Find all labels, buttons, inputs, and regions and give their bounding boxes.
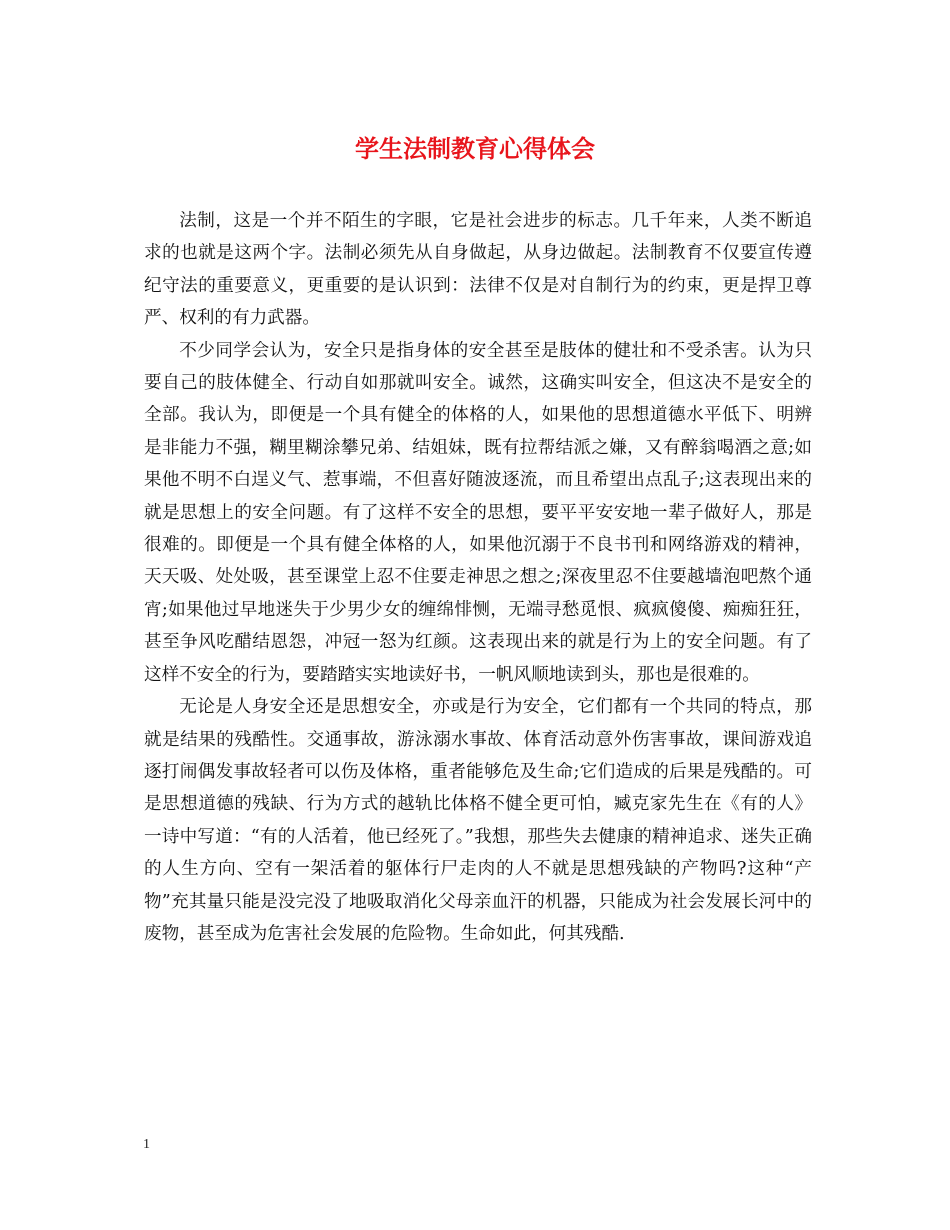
paragraph-3: 无论是人身安全还是思想安全，亦或是行为安全，它们都有一个共同的特点，那就是结果的残酷性。交通事故，游泳溺水事故、体育活动意外伤害事故，课间游戏追逐打闹偶发事故轻者可以伤及体格，重者能够危及生命;它们造成的后果是残酷的。可是思想道德的残缺、行为方式的越轨比体格不健全更可怕，臧克家先生在《有的人》一诗中写道：“有的人活着，他已经死了。”我想，那些失去健康的精神追求、迷失正确的人生方向、空有一架活着的躯体行尸走肉的人不就是思想残缺的产物吗?这种“产物”充其量只能是没完没了地吸取消化父母亲血汗的机器，只能成为社会发展长河中的废物，甚至成为危害社会发展的危险物。生命如此，何其残酷.: [144, 697, 812, 944]
paragraph-2: 不少同学会认为，安全只是指身体的安全甚至是肢体的健壮和不受杀害。认为只要自己的肢体健全、行动自如那就叫安全。诚然，这确实叫安全，但这决不是安全的全部。我认为，即便是一个具有健全的体格的人，如果他的思想道德水平低下、明辨是非能力不强，糊里糊涂攀兄弟、结姐妹，既有拉帮结派之嫌，又有醉翁喝酒之意;如果他不明不白逞义气、惹事端，不但喜好随波逐流，而且希望出点乱子;这表现出来的就是思想上的安全问题。有了这样不安全的思想，要平平安安地一辈子做好人，那是很难的。即便是一个具有健全体格的人，如果他沉溺于不良书刊和网络游戏的精神，天天吸、处处吸，甚至课堂上忍不住要走神思之想之;深夜里忍不住要越墙泡吧熬个通宵;如果他过早地迷失于少男少女的缠绵悱恻，无端寻愁觅恨、疯疯傻傻、痴痴狂狂，甚至争风吃醋结恩怨，冲冠一怒为红颜。这表现出来的就是行为上的安全问题。有了这样不安全的行为，要踏踏实实地读好书，一帆风顺地读到头，那也是很难的。: [144, 340, 812, 685]
paragraph-1: 法制，这是一个并不陌生的字眼，它是社会进步的标志。几千年来，人类不断追求的也就是这两个字。法制必须先从自身做起，从身边做起。法制教育不仅要宣传遵纪守法的重要意义，更重要的是认识到：法律不仅是对自制行为的约束，更是捍卫尊严、权利的有力武器。: [144, 211, 812, 329]
document-title: 学生法制教育心得体会: [355, 134, 595, 163]
page-number: 1: [143, 1137, 150, 1152]
document-body: [144, 205, 812, 950]
